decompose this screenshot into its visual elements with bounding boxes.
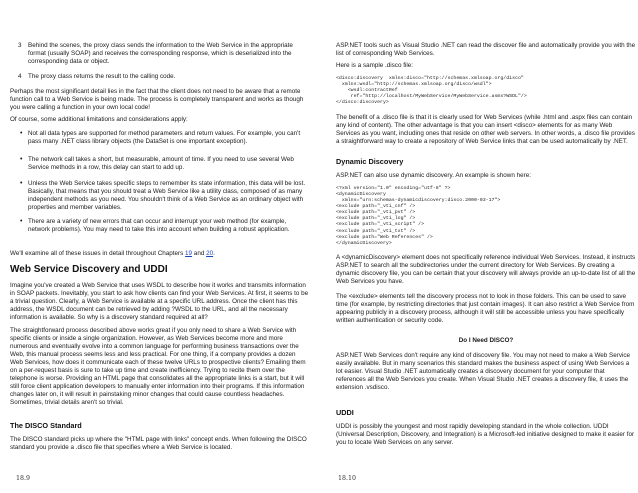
subsection-heading: The DISCO Standard (10, 421, 82, 430)
body-paragraph: The <exclude> elements tell the discovery process not to look in those folders. This can be used to save time (for example, by restricting directories that just contain images). It can also restrict a Web Service from appearing publicly in a discovery process, although it will still be accessible unless you have specifically written authentication or security code. (336, 293, 635, 325)
bullet-icon: • (20, 218, 23, 225)
body-paragraph: The straightforward process described above works great if you only need to share a Web Service with specific clients or inside a single organization. However, as Web Services become more and more numerous and eventually evolve into a common language for performing business transactions over the Web, this manual process seems less and less practical. For one thing, if a company provides a dozen Web Services, how does it communicate each of these twelve URLs to prospective clients? Emailing them on a per-request basis is sure to take up time and create inefficiency. Trying to recite them over the telephone is worse. Providing an HTML page that consolidates all the appropriate links is a start, but it will still force client application developers to manually enter information into their programs. If this information changes later on, it will result in painstaking minor changes that could cause countless headaches. Sometimes, trivial details aren't so trivial. (10, 327, 306, 407)
body-paragraph: UDDI is possibly the youngest and most rapidly developing standard in the whole collection. UDDI (Universal Description, Discovery, and Integration) is a Microsoft-led initiative designed to make it easier for you to locate Web Services on any server. (336, 423, 635, 447)
bullet-icon: • (20, 130, 23, 137)
chapter-link-19[interactable]: 19 (185, 250, 193, 257)
chapter-link-20[interactable]: 20 (206, 250, 214, 257)
sidebar-heading: Do I Need DISCO? (458, 337, 514, 344)
item-number: 3 (18, 42, 22, 49)
text-span: We'll examine all of these issues in detail throughout Chapters (10, 250, 186, 257)
section-heading: Dynamic Discovery (336, 157, 404, 166)
bullet-icon: • (20, 156, 23, 163)
code-block: <?xml version="1.0" encoding="utf-8" ?> <dynamicDiscovery xmlns="urn:schemas-dynamicdiscovery:disco.2000-03-17"> <exclude path="_vti_cnf" /> <exclude path="_vti_pvt" /> <exclude path="_vti_log" /> <exclude path="_vti_script" /> <exclude path="_vti_txt" /> <exclude path="Web References" /> </dynamicDiscovery> (336, 186, 501, 246)
code-block: <disco:discovery xmlns:disco="http://schemas.xmlsoap.org/disco" xmlns:wsdl="http://schemas.xmlsoap.org/disco/wsdl"> <wsdl:contractRef ref="http://localhost/MyWebService/MyWebService.asmx?WSDL"/> </disco:discovery> (336, 76, 527, 106)
body-paragraph: Perhaps the most significant detail lies in the fact that the client does not need to be aware that a remote function call to a Web Service is being made. The process is completely transparent and works as though you were calling a function in your own local code! (10, 88, 304, 112)
bullet-text: There are a variety of new errors that can occur and interrupt your web method (for example, network problems). You may need to take this into account when building a robust application. (28, 218, 290, 234)
text-span: . (213, 250, 215, 257)
right-page (336, 0, 636, 493)
body-paragraph: The DISCO standard picks up where the "HTML page with links" concept ends. When following the DISCO standard you provide a .disco file that specifies where a Web Service is located. (10, 436, 307, 452)
text-span: and (192, 250, 207, 257)
section-heading: Web Service Discovery and UDDI (10, 264, 168, 275)
page-number: 18.10 (338, 474, 357, 482)
bullet-text: The network call takes a short, but measurable, amount of time. If you need to use several Web Service methods in a row, this delay can start to add up. (28, 156, 294, 172)
body-paragraph: Of course, some additional limitations and considerations apply: (10, 116, 188, 123)
body-paragraph: Imagine you've created a Web Service that uses WSDL to describe how it works and transmits information in SOAP packets. Inevitably, you start to ask how clients can find your Web Services. At first, it seems to be a trivial question. Clearly, a Web Service is available at a specific URL address. Once the client has this address, the WSDL document can be retrieved by adding ?WSDL to the URL, and all the necessary information is available. So why is a discovery standard required at all? (10, 282, 309, 322)
body-paragraph: Here is a sample .disco file: (336, 62, 413, 69)
body-paragraph: A <dynamicDiscovery> element does not specifically reference individual Web Services. Instead, it instructs ASP.NET to search all the subdirectories under the current directory for Web Services. By creating a dynamic discovery file, you can be certain that your discovery will always provide an up-to-date list of all the Web Services you have. (336, 254, 636, 286)
section-heading: UDDI (336, 408, 354, 417)
item-text: The proxy class returns the result to the calling code. (28, 73, 176, 80)
page-number: 18.9 (16, 474, 31, 482)
bullet-text: Unless the Web Service takes specific steps to remember its state information, this data will be lost. Basically, that means that you should treat a Web Service like a utility class, composed of as many independent methods as you need. You shouldn't think of a Web Service as an ordinary object with properties and member variables. (28, 180, 306, 212)
bullet-text: Not all data types are supported for method parameters and return values. For example, you can't pass many .NET class library objects (the DataSet is one important exception). (28, 130, 301, 146)
body-paragraph (10, 250, 310, 258)
item-text: Behind the scenes, the proxy class sends the information to the Web Service in the appropriate format (usually SOAP) and receives the corresponding response, which is deserialized into the corresponding data or object. (28, 42, 293, 66)
body-paragraph: The benefit of a .disco file is that it is clearly used for Web Services (while .html and .aspx files can contain any kind of content). The other advantage is that you can insert <disco> elements for as many Web Services as you want, including ones that reside on other web servers. In other words, a .disco file provides a straightforward way to create a repository of Web Service links that can be used automatically by .NET. (336, 114, 635, 146)
bullet-icon: • (20, 180, 23, 187)
body-paragraph: ASP.NET tools such as Visual Studio .NET can read the discover file and automatically provide you with the list of corresponding Web Services. (336, 42, 636, 58)
body-paragraph: ASP.NET can also use dynamic discovery. An example is shown here: (336, 172, 531, 179)
left-page (10, 0, 310, 493)
item-number: 4 (18, 73, 22, 80)
body-paragraph: ASP.NET Web Services don't require any kind of discovery file. You may not need to make a Web Service easily available. But in many scenarios this standard makes the business aspect of using Web Services a lot easier. Visual Studio .NET automatically creates a discovery document for your computer that references all the Web Services you create. When Visual Studio .NET creates a discovery file, it uses the extension .vsdisco. (336, 352, 631, 392)
